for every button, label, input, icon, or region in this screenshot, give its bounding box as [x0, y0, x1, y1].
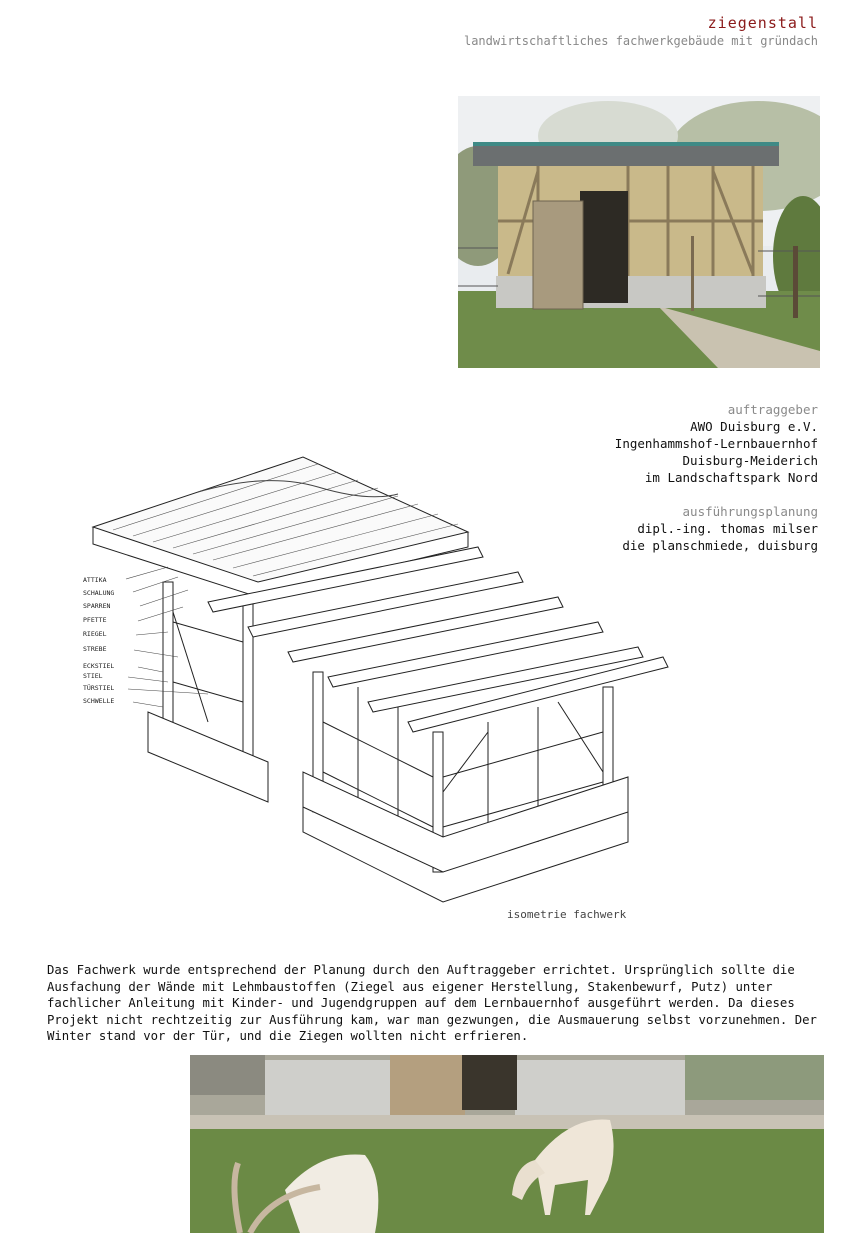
- description-paragraph: Das Fachwerk wurde entsprechend der Planung durch den Auftraggeber errichtet. Ursprünglich sollte die Ausfachung der Wände mit Lehmbaustoffen (Ziegel aus eigener Herstellung, Stakenbewurf, Putz) unter fachlicher Anleitung mit Kinder- und Jugendgruppen auf dem Lernbauernhof ausgeführt werden. Da dieses Projekt nicht rechtzeitig zur Ausführung kam, war man gezwungen, die Ausmauerung selbst vorzunehmen. Der Winter stand vor der Tür, und die Ziegen wollten nicht erfrieren.: [47, 963, 817, 1044]
- client-line: Duisburg-Meiderich: [682, 453, 818, 468]
- stable-photo: [458, 96, 820, 368]
- planning-label: ausführungsplanung: [682, 504, 818, 519]
- planning-line: die planschmiede, duisburg: [622, 538, 818, 553]
- svg-text:ATTIKA: ATTIKA: [83, 576, 107, 584]
- svg-text:TÜRSTIEL: TÜRSTIEL: [83, 684, 115, 692]
- client-line: AWO Duisburg e.V.: [690, 419, 818, 434]
- svg-text:SPARREN: SPARREN: [83, 602, 111, 610]
- svg-text:STREBE: STREBE: [83, 645, 107, 653]
- drawing-caption: isometrie fachwerk: [507, 908, 627, 921]
- svg-text:SCHALUNG: SCHALUNG: [83, 589, 115, 597]
- svg-text:RIEGEL: RIEGEL: [83, 630, 107, 638]
- page-title: ziegenstall: [707, 14, 818, 32]
- client-line: im Landschaftspark Nord: [644, 470, 818, 485]
- svg-text:ECKSTIEL: ECKSTIEL: [83, 662, 115, 670]
- svg-text:PFETTE: PFETTE: [83, 616, 107, 624]
- planning-line: dipl.-ing. thomas milser: [637, 521, 818, 536]
- page-subtitle: landwirtschaftliches fachwerkgebäude mit gründach: [463, 34, 818, 48]
- isometric-drawing: [78, 432, 678, 922]
- client-label: auftraggeber: [727, 402, 818, 417]
- client-line: Ingenhammshof-Lernbauernhof: [614, 436, 818, 451]
- svg-text:STIEL: STIEL: [83, 672, 103, 680]
- goats-photo: [190, 1055, 824, 1233]
- svg-text:SCHWELLE: SCHWELLE: [83, 697, 115, 705]
